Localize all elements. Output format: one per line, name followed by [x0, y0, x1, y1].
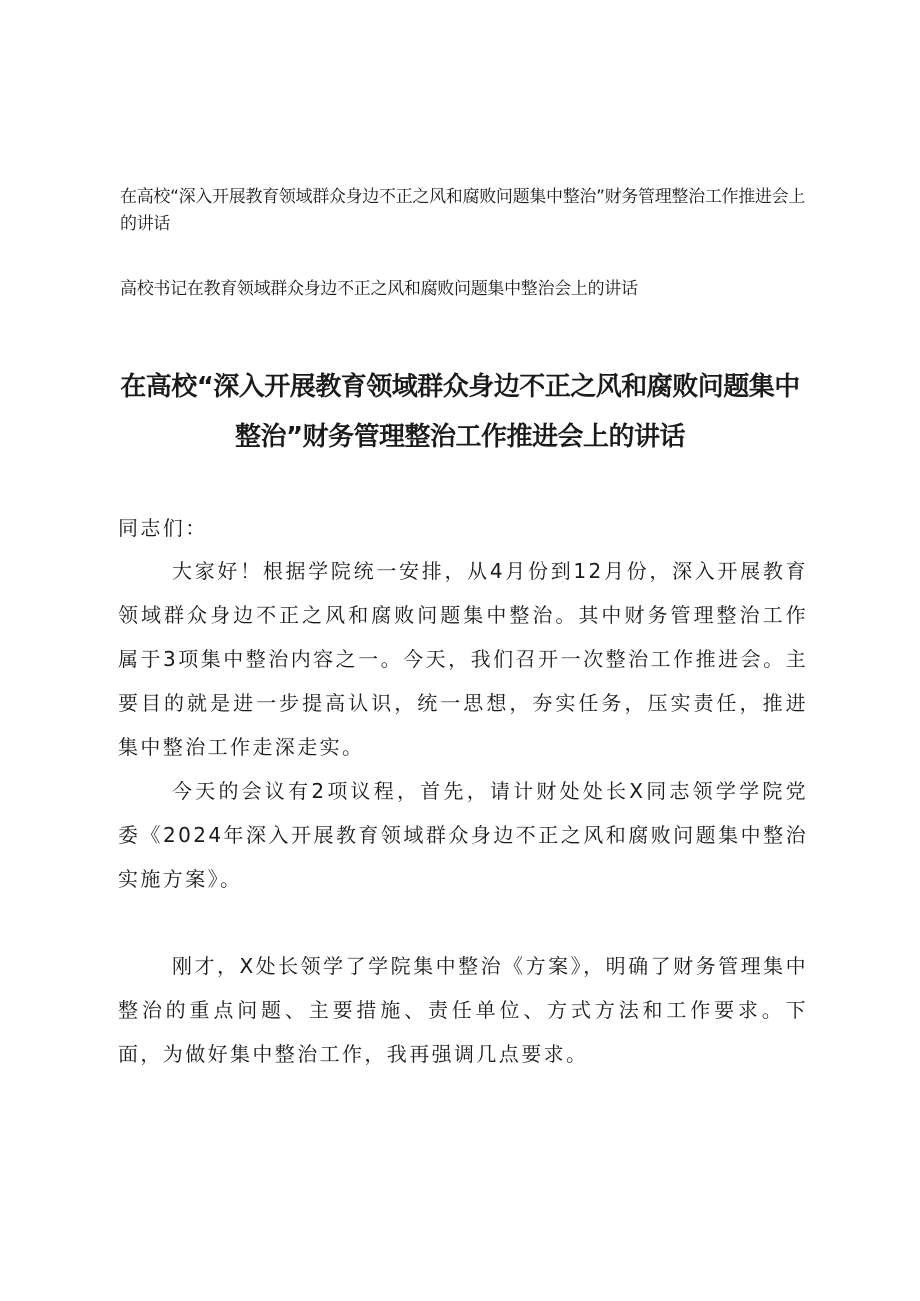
paragraph-2: 今天的会议有2项议程，首先，请计财处处长X同志领学学院党委《2024年深入开展教育领域群众身边不正之风和腐败问题集中整治实施方案》。 — [118, 779, 808, 891]
paragraph-1: 大家好！根据学院统一安排，从4月份到12月份，深入开展教育领域群众身边不正之风和腐败问题集中整治。其中财务管理整治工作属于3项集中整治内容之一。今天，我们召开一次整治工作推进会。主要目的就是进一步提高认识，统一思想，夯实任务，压实责任，推进集中整治工作走深走实。 — [118, 559, 808, 759]
document-title: 在高校“深入开展教育领域群众身边不正之风和腐败问题集中整治”财务管理整治工作推进会上的讲话 — [120, 372, 800, 452]
toc-item-2: 高校书记在教育领域群众身边不正之风和腐败问题集中整治会上的讲话 — [120, 279, 638, 299]
toc-item-1: 在高校“深入开展教育领域群众身边不正之风和腐败问题集中整治”财务管理整治工作推进会上的讲话 — [120, 187, 806, 234]
paragraph-3: 刚才，X处长领学了学院集中整治《方案》，明确了财务管理集中整治的重点问题、主要措施、责任单位、方式方法和工作要求。下面，为做好集中整治工作，我再强调几点要求。 — [118, 954, 808, 1066]
salutation: 同志们： — [118, 516, 208, 540]
